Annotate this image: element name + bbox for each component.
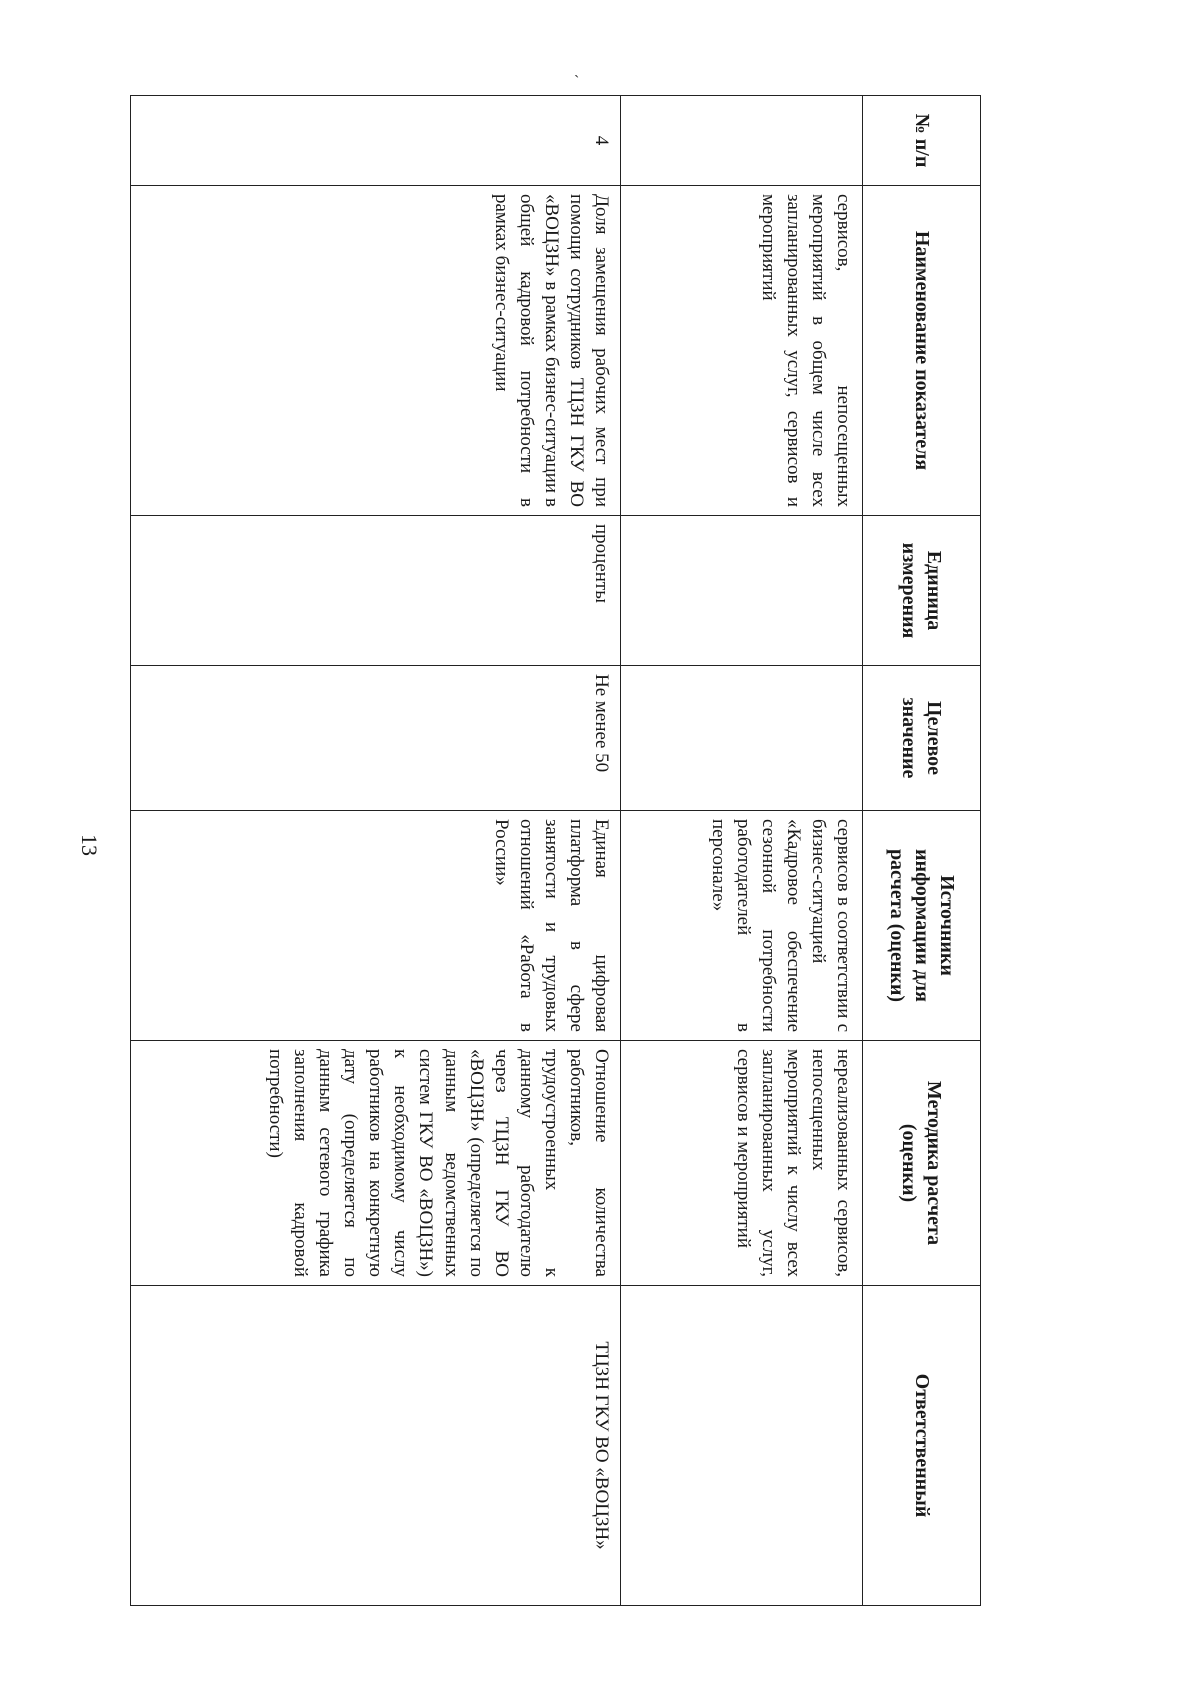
cell-num bbox=[621, 96, 863, 186]
cell-target: Не менее 50 bbox=[131, 666, 621, 811]
cell-responsible bbox=[621, 1286, 863, 1606]
table-header-row bbox=[863, 96, 981, 1606]
cell-unit: проценты bbox=[131, 516, 621, 666]
cell-method: нереализованных сервисов, непосещенных мероприятий к числу всех запланированных услуг, сервисов и мероприятий bbox=[621, 1041, 863, 1286]
cell-method: Отношение количества работников, трудоустроенных к данному работодателю через ТЦЗН ГКУ ВО «ВОЦЗН» (определяется по данным ведомственных систем ГКУ ВО «ВОЦЗН») к необходимому числу работников на конкретную дату (определяется по данным сетевого графика заполнения кадровой потребности) bbox=[131, 1041, 621, 1286]
header-unit: Единица измерения bbox=[863, 516, 981, 666]
table-row bbox=[131, 96, 621, 1606]
page-number: 13 bbox=[77, 834, 102, 856]
rotated-table-container bbox=[131, 95, 981, 1605]
scan-mark: ˴ bbox=[574, 66, 580, 83]
table-row bbox=[621, 96, 863, 1606]
header-name: Наименование показателя bbox=[863, 186, 981, 516]
cell-unit bbox=[621, 516, 863, 666]
header-method: Методика расчета (оценки) bbox=[863, 1041, 981, 1286]
cell-sources: Единая цифровая платформа в сфере занятости и трудовых отношений «Работа в России» bbox=[131, 811, 621, 1041]
header-responsible: Ответственный bbox=[863, 1286, 981, 1606]
cell-responsible: ТЦЗН ГКУ ВО «ВОЦЗН» bbox=[131, 1286, 621, 1606]
cell-num: 4 bbox=[131, 96, 621, 186]
cell-name: сервисов, непосещенных мероприятий в общем числе всех запланированных услуг, сервисов и мероприятий bbox=[621, 186, 863, 516]
indicators-table bbox=[130, 95, 981, 1606]
header-num: № п/п bbox=[863, 96, 981, 186]
cell-target bbox=[621, 666, 863, 811]
cell-sources: сервисов в соответствии с бизнес-ситуацией «Кадровое обеспечение сезонной потребности работодателей в персонале» bbox=[621, 811, 863, 1041]
header-sources: Источники информации для расчета (оценки) bbox=[863, 811, 981, 1041]
header-target: Целевое значение bbox=[863, 666, 981, 811]
cell-name: Доля замещения рабочих мест при помощи сотрудников ТЦЗН ГКУ ВО «ВОЦЗН» в рамках бизнес-ситуации в общей кадровой потребности в рамках бизнес-ситуации bbox=[131, 186, 621, 516]
